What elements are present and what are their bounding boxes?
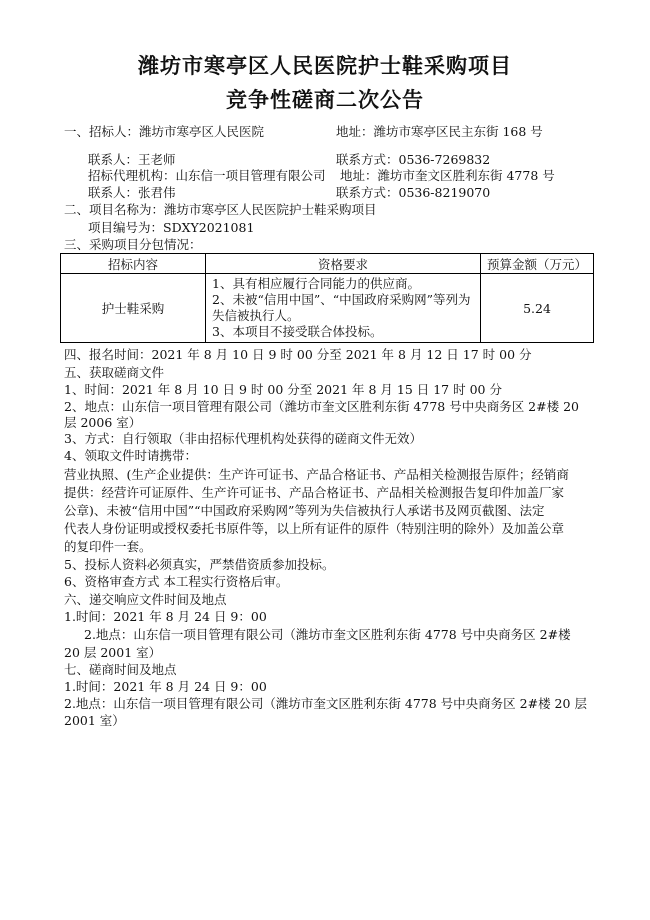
registration-time: 四、报名时间：2021 年 8 月 10 日 9 时 00 分至 2021 年 8 月 12 日 17 时 00 分 bbox=[64, 347, 532, 362]
table-row bbox=[61, 274, 594, 343]
section-6-heading: 六、递交响应文件时间及地点 bbox=[64, 592, 227, 607]
documents-line3: 公章)、未被“信用中国”“中国政府采购网”等列为失信被执行人承诺书及网页截图、法定 bbox=[64, 503, 545, 518]
agent-name: 招标代理机构：山东信一项目管理有限公司 bbox=[88, 168, 326, 183]
table-header: 招标内容 bbox=[61, 254, 206, 274]
tenderer: 一、招标人：潍坊市寒亭区人民医院 bbox=[64, 124, 265, 139]
section-5-heading: 五、获取磋商文件 bbox=[64, 365, 165, 380]
submission-place-line2: 20 层 2001 室） bbox=[64, 645, 162, 660]
table-header: 预算金额（万元） bbox=[481, 254, 594, 274]
documents-line1: 营业执照、(生产企业提供：生产许可证书、产品合格证书、产品相关检测报告原件；经销商 bbox=[64, 467, 569, 482]
documents-line5: 的复印件一套。 bbox=[64, 539, 152, 554]
authenticity-note: 5、投标人资料必须真实，严禁借资质参加投标。 bbox=[64, 557, 335, 572]
table-header: 资格要求 bbox=[206, 254, 481, 274]
documents-line2: 提供：经营许可证原件、生产许可证书、产品合格证书、产品相关检测报告复印件加盖厂家 bbox=[64, 485, 565, 500]
negotiation-time: 1.时间：2021 年 8 月 24 日 9：00 bbox=[64, 679, 267, 694]
tenderer-phone: 联系方式：0536-7269832 bbox=[336, 152, 491, 167]
requirement-item: 3、本项目不接受联合体投标。 bbox=[212, 324, 383, 339]
agent-phone: 联系方式：0536-8219070 bbox=[336, 185, 491, 200]
table-cell-budget: 5.24 bbox=[481, 274, 594, 343]
tenderer-contact: 联系人：王老师 bbox=[88, 152, 176, 167]
agent-address: 地址：潍坊市奎文区胜利东街 4778 号 bbox=[340, 168, 555, 183]
negotiation-place-line2: 2001 室） bbox=[64, 713, 125, 728]
table-header-row bbox=[61, 254, 594, 274]
section-7-heading: 七、磋商时间及地点 bbox=[64, 662, 177, 677]
submission-place-line1: 2.地点：山东信一项目管理有限公司（潍坊市奎文区胜利东街 4778 号中央商务区 2#楼 bbox=[84, 627, 571, 642]
table-cell-item: 护士鞋采购 bbox=[61, 274, 206, 343]
obtain-place-line2: 层 2006 室） bbox=[64, 415, 142, 430]
negotiation-place-line1: 2.地点：山东信一项目管理有限公司（潍坊市奎文区胜利东街 4778 号中央商务区 2#楼 20 层 bbox=[64, 696, 587, 711]
package-heading: 三、采购项目分包情况： bbox=[64, 237, 202, 252]
project-code: 项目编号为：SDXY2021081 bbox=[88, 220, 255, 235]
submission-time: 1.时间：2021 年 8 月 24 日 9：00 bbox=[64, 609, 267, 624]
documents-heading: 4、领取文件时请携带： bbox=[64, 448, 197, 463]
requirement-item: 1、具有相应履行合同能力的供应商。 bbox=[212, 276, 420, 291]
tenderer-address: 地址：潍坊市寒亭区民主东街 168 号 bbox=[336, 124, 543, 139]
table-cell-requirements bbox=[206, 274, 481, 343]
project-name: 二、项目名称为：潍坊市寒亭区人民医院护士鞋采购项目 bbox=[64, 202, 377, 217]
document-title: 潍坊市寒亭区人民医院护士鞋采购项目 bbox=[138, 54, 512, 78]
package-table bbox=[60, 253, 594, 343]
requirement-item: 2、未被“信用中国”、“中国政府采购网”等列为失信被执行人。 bbox=[212, 292, 471, 323]
obtain-method: 3、方式：自行领取（非由招标代理机构处获得的磋商文件无效） bbox=[64, 431, 422, 446]
document-subtitle: 竞争性磋商二次公告 bbox=[226, 88, 424, 112]
agent-contact: 联系人：张君伟 bbox=[88, 185, 176, 200]
obtain-place-line1: 2、地点：山东信一项目管理有限公司（潍坊市奎文区胜利东街 4778 号中央商务区 2#楼 20 bbox=[64, 399, 579, 414]
obtain-time: 1、时间：2021 年 8 月 10 日 9 时 00 分至 2021 年 8 月 15 日 17 时 00 分 bbox=[64, 382, 502, 397]
documents-line4: 代表人身份证明或授权委托书原件等，以上所有证件的原件（特别注明的除外）及加盖公章 bbox=[64, 521, 565, 536]
qualification-review: 6、资格审查方式 本工程实行资格后审。 bbox=[64, 574, 289, 589]
